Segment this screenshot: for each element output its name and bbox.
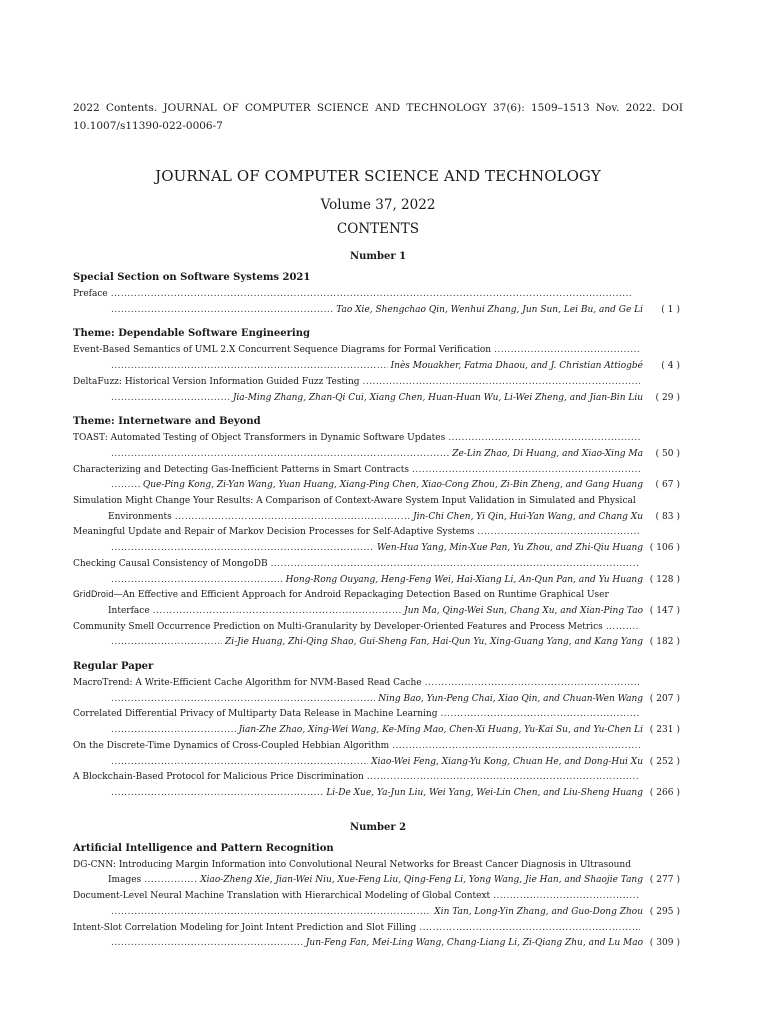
- entry-authors: Jia-Ming Zhang, Zhan-Qi Cui, Xiang Chen, Huan-Huan Wu, Li-Wei Zheng, and Jian-Bin Liu: [232, 392, 643, 403]
- section-heading: Theme: Dependable Software Engineering: [73, 328, 310, 340]
- entry-authors: Inès Mouakher, Fatma Dhaou, and J. Christian Attiogbé: [390, 361, 643, 372]
- entry-title: Correlated Differential Privacy of Multiparty Data Release in Machine Learning: [73, 709, 438, 720]
- number-2-block: [73, 822, 683, 952]
- page-number-value: 29: [662, 392, 674, 403]
- page-number-value: 67: [662, 480, 674, 491]
- entry-title: Characterizing and Detecting Gas-Inefficient Patterns in Smart Contracts: [73, 464, 410, 475]
- toc-entry[interactable]: [73, 431, 683, 462]
- page-number: ( 50 ): [655, 448, 680, 459]
- page-number: ( 83 ): [655, 511, 680, 522]
- page-number-value: 50: [662, 448, 674, 459]
- toc-entry-line: [73, 635, 683, 651]
- leader-dots: [111, 478, 140, 494]
- toc-entry[interactable]: [73, 739, 683, 770]
- leader-dots: [111, 391, 230, 407]
- leader-dots: [111, 755, 368, 771]
- page-number-value: 277: [656, 875, 674, 886]
- entry-title: Document-Level Neural Machine Translation with Hierarchical Modeling of Global Context: [73, 891, 491, 902]
- leader-dots: [111, 541, 374, 557]
- leader-dots: [494, 343, 640, 359]
- toc-entry[interactable]: [73, 707, 683, 738]
- toc-entry-line: [73, 541, 683, 557]
- entry-title-continued: Images: [108, 875, 142, 886]
- toc-entry-line: [73, 873, 683, 889]
- toc-entry-line: [73, 620, 683, 636]
- doi-line: 10.1007/s11390-022-0006-7: [73, 120, 223, 132]
- entry-title: A Blockchain-Based Protocol for Malicious Price Discrimination: [73, 772, 364, 783]
- page-number-value: 4: [667, 361, 674, 372]
- page-number-value: 266: [656, 787, 674, 798]
- number-1-block: [73, 251, 683, 802]
- toc-entry[interactable]: [73, 620, 683, 651]
- toc-entry[interactable]: [73, 494, 683, 525]
- entry-authors: Xiao-Zheng Xie, Jian-Wei Niu, Xue-Feng Liu, Qing-Feng Li, Yong Wang, Jie Han, and Shaojie Tang: [200, 875, 643, 886]
- entry-authors: Zi-Jie Huang, Zhi-Qing Shao, Gui-Sheng Fan, Hai-Qun Yu, Xing-Guang Yang, and Kang Yang: [224, 637, 643, 648]
- page-number: ( 309 ): [649, 938, 680, 949]
- toc-entry-line: [73, 431, 683, 447]
- page-number-value: 83: [662, 511, 674, 522]
- page-number: ( 252 ): [649, 756, 680, 767]
- toc-entry-line: [73, 573, 683, 589]
- entry-authors: Jian-Zhe Zhao, Xing-Wei Wang, Ke-Ming Mao, Chen-Xi Huang, Yu-Kai Su, and Yu-Chen Li: [238, 725, 643, 736]
- toc-entry-line: [73, 447, 683, 463]
- contents-page: [73, 98, 683, 952]
- leader-dots: [111, 447, 449, 463]
- toc-entry-line: [73, 588, 683, 604]
- leader-dots: [448, 431, 640, 447]
- entry-authors: Que-Ping Kong, Zi-Yan Wang, Yuan Huang, Xiang-Ping Chen, Xiao-Cong Zhou, Zi-Bin Zheng, and Gang Huang: [142, 480, 643, 491]
- toc-entry-line: [73, 525, 683, 541]
- page-number-value: 207: [656, 693, 674, 704]
- entry-title-continued: Environments: [108, 511, 172, 522]
- leader-dots: [111, 303, 333, 319]
- toc-entry-line: [73, 936, 683, 952]
- page-number: ( 182 ): [649, 637, 680, 648]
- entry-authors: Ze-Lin Zhao, Di Huang, and Xiao-Xing Ma: [452, 448, 643, 459]
- toc-entry-line: [73, 676, 683, 692]
- entry-authors: Jun Ma, Qing-Wei Sun, Chang Xu, and Xian-Ping Tao: [404, 605, 643, 616]
- toc-entry[interactable]: [73, 921, 683, 952]
- toc-entry[interactable]: [73, 525, 683, 556]
- leader-dots: [111, 905, 431, 921]
- leader-dots: [477, 525, 640, 541]
- journal-title: JOURNAL OF COMPUTER SCIENCE AND TECHNOLOGY: [155, 167, 601, 185]
- toc-entry-line: [73, 287, 683, 303]
- leader-dots: [606, 620, 640, 636]
- toc-entry-line: [73, 557, 683, 573]
- entry-title: Checking Causal Consistency of MongoDB: [73, 558, 268, 569]
- leader-dots: [111, 723, 236, 739]
- toc-entry[interactable]: [73, 889, 683, 920]
- citation-header: 2022 Contents. JOURNAL OF COMPUTER SCIENCE AND TECHNOLOGY 37(6): 1509–1513 Nov. 2022. DOI: [73, 102, 683, 114]
- entry-title: Intent-Slot Correlation Modeling for Joint Intent Prediction and Slot Filling: [73, 922, 417, 933]
- entry-authors: Tao Xie, Shengchao Qin, Wenhui Zhang, Jun Sun, Lei Bu, and Ge Li: [336, 304, 643, 315]
- leader-dots: [111, 635, 222, 651]
- toc-entry-line: [73, 604, 683, 620]
- entry-title: DG-CNN: Introducing Margin Information into Convolutional Neural Networks for Breast Cancer Diagnosis in Ultrasound: [73, 859, 631, 870]
- toc-entry-line: [73, 391, 683, 407]
- toc-entry-line: [73, 707, 683, 723]
- entry-title-prefix: GridDroid: [73, 590, 114, 601]
- toc-entry-line: [73, 510, 683, 526]
- section-heading: Regular Paper: [73, 661, 154, 673]
- toc-entry[interactable]: [73, 557, 683, 588]
- toc-entry-line: [73, 463, 683, 479]
- entry-title: Meaningful Update and Repair of Markov Decision Processes for Self-Adaptive Systems: [73, 527, 475, 538]
- entry-title: MacroTrend: A Write-Efficient Cache Algorithm for NVM-Based Read Cache: [73, 678, 422, 689]
- entry-authors: Ning Bao, Yun-Peng Chai, Xiao Qin, and Chuan-Wen Wang: [378, 693, 643, 704]
- toc-entry-line: [73, 889, 683, 905]
- page-number: ( 266 ): [649, 787, 680, 798]
- leader-dots: [425, 676, 640, 692]
- volume-label: Volume 37, 2022: [320, 197, 436, 213]
- page-number-value: 231: [656, 725, 674, 736]
- page-number: ( 67 ): [655, 480, 680, 491]
- entry-title: Community Smell Occurrence Prediction on Multi-Granularity by Developer-Oriented Features and Process Metrics: [73, 621, 603, 632]
- leader-dots: [412, 463, 640, 479]
- leader-dots: [111, 786, 323, 802]
- toc-entry-line: [73, 375, 683, 391]
- toc-entry[interactable]: [73, 287, 683, 318]
- page-number: ( 128 ): [649, 574, 680, 585]
- section-heading: Special Section on Software Systems 2021: [73, 272, 311, 283]
- entry-authors: Jun-Feng Fan, Mei-Ling Wang, Chang-Liang Li, Zi-Qiang Zhu, and Lu Mao: [305, 938, 643, 949]
- page-number: ( 29 ): [655, 392, 680, 403]
- toc-entry-line: [73, 739, 683, 755]
- page-number-value: 295: [656, 906, 674, 917]
- entry-authors: Hong-Rong Ouyang, Heng-Feng Wei, Hai-Xiang Li, An-Qun Pan, and Yu Huang: [285, 574, 643, 585]
- leader-dots: [419, 921, 640, 937]
- page-number-value: 128: [656, 574, 674, 585]
- page-number-value: 147: [656, 605, 674, 616]
- page-number: ( 147 ): [649, 605, 680, 616]
- leader-dots: [363, 375, 640, 391]
- toc-entry-line: [73, 494, 683, 510]
- leader-dots: [392, 739, 640, 755]
- entry-title: On the Discrete-Time Dynamics of Cross-Coupled Hebbian Algorithm: [73, 740, 390, 751]
- toc-entry-line: [73, 786, 683, 802]
- leader-dots: [111, 936, 303, 952]
- leader-dots: [144, 873, 197, 889]
- page-number: ( 207 ): [649, 693, 680, 704]
- entry-title: Event-Based Semantics of UML 2.X Concurrent Sequence Diagrams for Formal Verification: [73, 345, 492, 356]
- entry-title: TOAST: Automated Testing of Object Transformers in Dynamic Software Updates: [73, 433, 446, 444]
- page-number-value: 252: [656, 756, 674, 767]
- page-number: ( 295 ): [649, 906, 680, 917]
- toc-entry-line: [73, 770, 683, 786]
- leader-dots: [440, 707, 640, 723]
- toc-entry[interactable]: [73, 375, 683, 406]
- page-number-value: 106: [656, 543, 674, 554]
- leader-dots: [111, 359, 388, 375]
- entry-authors: Li-De Xue, Ya-Jun Liu, Wei Yang, Wei-Lin Chen, and Liu-Sheng Huang: [326, 787, 643, 798]
- toc-entry-line: [73, 343, 683, 359]
- page-number: ( 106 ): [649, 543, 680, 554]
- toc-entry[interactable]: [73, 676, 683, 707]
- page-number: ( 277 ): [649, 875, 680, 886]
- toc-entry-line: [73, 723, 683, 739]
- leader-dots: [175, 510, 410, 526]
- page-number-value: 182: [656, 637, 674, 648]
- entry-title-continued: Interface: [108, 605, 150, 616]
- toc-entry-line: [73, 755, 683, 771]
- page-number-value: 1: [667, 304, 674, 315]
- toc-entry-line: [73, 692, 683, 708]
- toc-entry-line: [73, 905, 683, 921]
- page-number-value: 309: [656, 938, 674, 949]
- number-heading: Number 2: [349, 821, 407, 833]
- leader-dots: [493, 889, 640, 905]
- entry-title: Preface: [73, 289, 108, 299]
- leader-dots: [153, 604, 401, 620]
- entry-authors: Jin-Chi Chen, Yi Qin, Hui-Yan Wang, and Chang Xu: [413, 511, 643, 522]
- page-number: ( 4 ): [661, 361, 680, 372]
- leader-dots: [111, 692, 375, 708]
- toc-entry-line: [73, 858, 683, 874]
- entry-title: Simulation Might Change Your Results: A Comparison of Context-Aware System Input Validation in Simulated and Physical: [73, 496, 636, 507]
- toc-entry-line: [73, 921, 683, 937]
- toc-entry-line: [73, 359, 683, 375]
- leader-dots: [111, 287, 640, 303]
- page-number: ( 231 ): [649, 725, 680, 736]
- number-heading: Number 1: [349, 251, 407, 262]
- toc-entry[interactable]: [73, 463, 683, 494]
- section-heading: Artificial Intelligence and Pattern Recognition: [73, 842, 334, 854]
- contents-label: CONTENTS: [336, 221, 420, 237]
- leader-dots: [271, 557, 640, 573]
- toc-entry[interactable]: [73, 588, 683, 619]
- entry-title: —An Effective and Efficient Approach for Android Repackaging Detection Based on Runtime Graphical User: [113, 590, 609, 601]
- page-number: ( 1 ): [661, 304, 680, 315]
- entry-authors: Wen-Hua Yang, Min-Xue Pan, Yu Zhou, and Zhi-Qiu Huang: [376, 543, 643, 554]
- leader-dots: [367, 770, 640, 786]
- leader-dots: [111, 573, 283, 589]
- entry-authors: Xin Tan, Long-Yin Zhang, and Guo-Dong Zhou: [434, 906, 643, 917]
- toc-entry-line: [73, 303, 683, 319]
- toc-entry[interactable]: [73, 770, 683, 801]
- entry-title: DeltaFuzz: Historical Version Information Guided Fuzz Testing: [73, 376, 360, 387]
- toc-entry[interactable]: [73, 343, 683, 374]
- entry-authors: Xiao-Wei Feng, Xiang-Yu Kong, Chuan He, and Dong-Hui Xu: [371, 756, 643, 767]
- toc-entry-line: [73, 478, 683, 494]
- section-heading: Theme: Internetware and Beyond: [73, 416, 261, 428]
- toc-entry[interactable]: [73, 858, 683, 889]
